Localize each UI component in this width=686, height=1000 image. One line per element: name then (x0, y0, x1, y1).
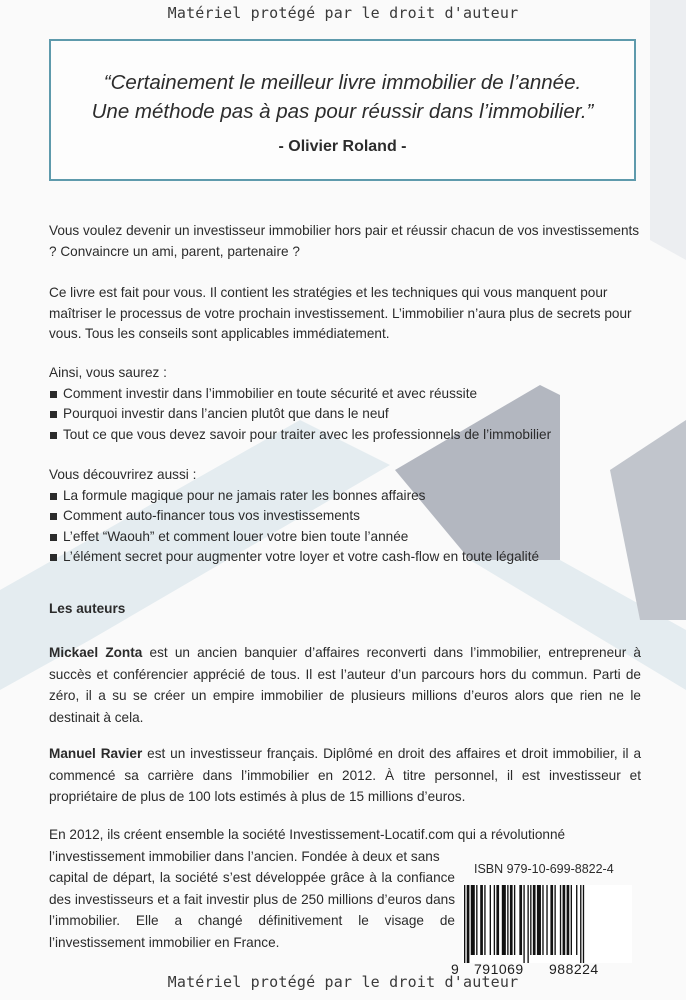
author-ravier-bio: est un investisseur français. Diplômé en droit des affaires et droit immobilier, il a commencé sa carrière dans l’immobilier en 2012. À titre personnel, il est investisseur et propriétaire de plus de 100 lots estimés à plus de 15 millions d’euros. (49, 746, 642, 804)
company-line-1: En 2012, ils créent ensemble la société Investissement-Locatif.com qui a révolutionné (49, 827, 566, 842)
author-zonta-name: Mickael Zonta (49, 645, 143, 660)
square-bullet-icon (50, 432, 57, 439)
barcode-digit-lead: 9 (451, 961, 460, 977)
quote-line-2: Une méthode pas à pas pour réussir dans l’immobilier.” (91, 100, 594, 123)
barcode-bar (514, 885, 515, 955)
square-bullet-icon (50, 391, 57, 398)
list-item: Comment investir dans l’immobilier en toute sécurité et avec réussite (49, 384, 641, 405)
barcode-bar (484, 885, 485, 955)
barcode-bar (563, 885, 566, 955)
list-item: Tout ce que vous devez savoir pour traiter avec les professionnels de l’immobilier (49, 425, 641, 446)
barcode-bar (494, 885, 495, 955)
square-bullet-icon (50, 493, 57, 500)
company-rest: capital de départ, la société s’est développée grâce à la confiance des investisseurs et a fait investir plus de 250 millions d’euros dans l’immobilier. Elle a changé définitivement le visage de l’investissement immobilier en France. (49, 870, 455, 950)
barcode-bar (471, 885, 475, 955)
square-bullet-icon (50, 554, 57, 561)
ainsi-heading: Ainsi, vous saurez : (49, 365, 167, 380)
barcode-bar (567, 885, 570, 955)
barcode-bar (550, 885, 553, 955)
quote-author: - Olivier Roland - (278, 138, 407, 155)
list-item: Pourquoi investir dans l’ancien plutôt que dans le neuf (49, 404, 641, 425)
barcode-bar (554, 885, 555, 955)
company-line-2: l’investissement immobilier dans l’ancien. Fondée à deux et sans (49, 848, 440, 864)
quote-text (51, 68, 634, 126)
barcode-bar (490, 885, 491, 955)
decouvrirez-list (49, 486, 641, 568)
barcode-bar (464, 885, 465, 963)
quote-line-1: “Certainement le meilleur livre immobilier de l’année. (103, 71, 582, 94)
list-item: L’élément secret pour augmenter votre loyer et votre cash-flow en toute légalité (49, 547, 641, 568)
barcode-bar (496, 885, 499, 955)
decouvrirez-section (49, 465, 641, 568)
author-zonta-bio: est un ancien banquier d’affaires reconverti dans l’immobilier, entrepreneur à succès et conférencier apprécié de tous. Il est l’auteur d’un parcours hors du commun. Parti de zéro, il a su se créer un empire immobilier de plusieurs millions d’euros alors que rien ne le destinait à cela. (49, 645, 641, 725)
barcode-bar (519, 885, 522, 955)
barcode-icon (462, 885, 632, 963)
list-item: La formule magique pour ne jamais rater les bonnes affaires (49, 486, 641, 507)
list-item: L’effet “Waouh” et comment louer votre bien toute l’année (49, 527, 641, 548)
barcode-bar (507, 885, 508, 955)
barcode-bar (533, 885, 536, 955)
barcode-bar (576, 885, 577, 955)
barcode-bar (571, 885, 572, 955)
author-ravier-paragraph (49, 743, 641, 808)
quote-box (49, 39, 636, 181)
square-bullet-icon (50, 534, 57, 541)
author-ravier-name: Manuel Ravier (49, 746, 143, 761)
authors-title: Les auteurs (49, 601, 126, 616)
barcode-digits-left: 791069 (474, 961, 524, 977)
barcode-bar (523, 885, 524, 963)
barcode-bar (530, 885, 531, 955)
barcode-bar (537, 885, 541, 955)
list-item: Comment auto-financer tous vos investissements (49, 506, 641, 527)
chevron-right-edge (650, 0, 686, 260)
decouvrirez-heading: Vous découvrirez aussi : (49, 467, 197, 482)
barcode-bar (542, 885, 543, 955)
barcode-bar (476, 885, 477, 955)
copyright-watermark-top: Matériel protégé par le droit d'auteur (167, 4, 519, 22)
author-zonta-paragraph (49, 642, 641, 728)
isbn-barcode-area (451, 856, 636, 980)
square-bullet-icon (50, 513, 57, 520)
ainsi-section (49, 363, 641, 445)
copyright-watermark-bottom: Matériel protégé par le droit d'auteur (167, 973, 519, 991)
barcode-bar (467, 885, 470, 963)
barcode-bar (480, 885, 483, 955)
ainsi-list (49, 384, 641, 446)
barcode-bar (527, 885, 528, 963)
barcode-bar (502, 885, 506, 955)
barcode-bar (560, 885, 561, 955)
barcode-bar (546, 885, 547, 955)
barcode-digits-right: 988224 (549, 961, 599, 977)
intro-paragraph-2: Ce livre est fait pour vous. Il contient les stratégies et les techniques qui vous manquent pour maîtriser le processus de votre prochain investissement. L’immobilier n’aura plus de secrets pour vous. Tous les conseils sont applicables immédiatement. (49, 285, 632, 341)
barcode-bar (580, 885, 581, 963)
square-bullet-icon (50, 411, 57, 418)
barcode-bar (583, 885, 584, 963)
isbn-label: ISBN 979-10-699-8822-4 (474, 862, 614, 876)
barcode-bar (510, 885, 513, 955)
intro-paragraph-1: Vous voulez devenir un investisseur immobilier hors pair et réussir chacun de vos investissements ? Convaincre un ami, parent, partenaire ? (49, 223, 640, 259)
